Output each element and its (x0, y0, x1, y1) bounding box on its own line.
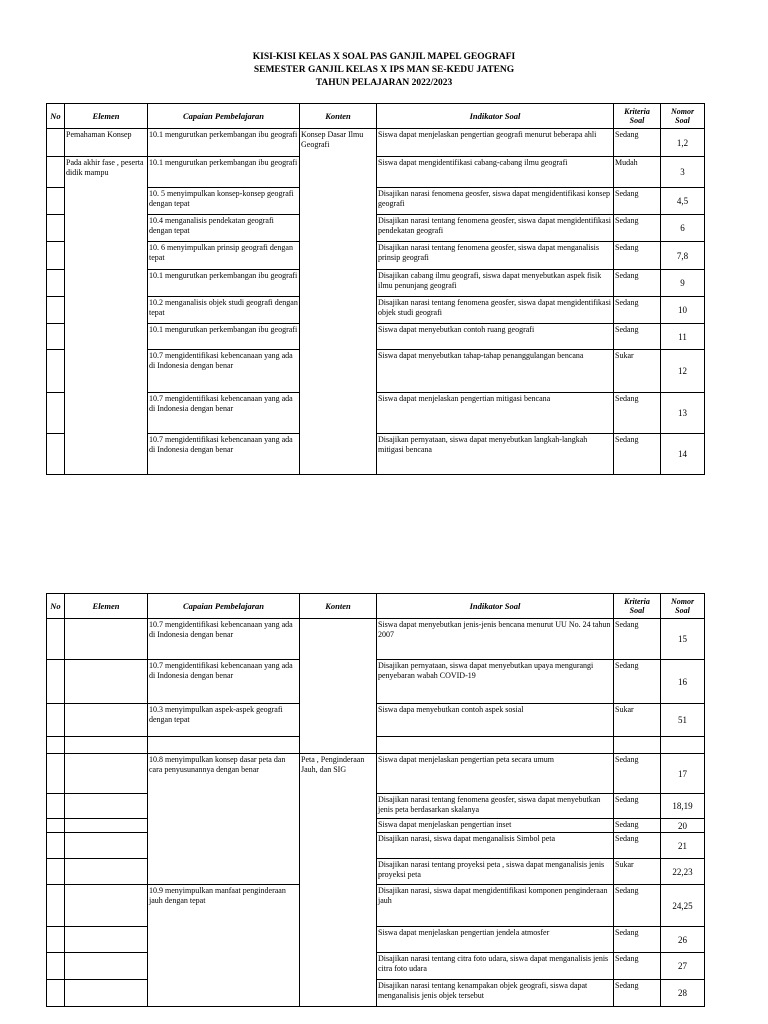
kriteria-cell: Sedang (614, 754, 661, 794)
kriteria-cell: Sedang (614, 270, 661, 297)
table-header-row (47, 594, 705, 619)
nomor-cell: 11 (661, 324, 705, 350)
kriteria-cell: Sedang (614, 324, 661, 350)
indikator-cell: Siswa dapa menyebutkan contoh aspek sosial (377, 704, 614, 737)
document-title: KISI-KISI KELAS X SOAL PAS GANJIL MAPEL GEOGRAFI (252, 52, 516, 62)
nomor-cell: 1,2 (661, 129, 705, 157)
header-nomor: Nomor Soal (661, 594, 705, 619)
nomor-cell: 18,19 (661, 794, 705, 819)
nomor-cell: 4,5 (661, 188, 705, 215)
indikator-cell: Disajikan narasi tentang proyeksi peta , siswa dapat menganalisis jenis proyeksi peta (377, 859, 614, 885)
indikator-cell: Disajikan narasi fenomena geosfer, siswa dapat mengidentifikasi konsep geografi (377, 188, 614, 215)
indikator-cell: Disajikan narasi tentang fenomena geosfer, siswa dapat menganalisis prinsip geografi (377, 242, 614, 270)
kriteria-cell: Sedang (614, 833, 661, 859)
header-elemen: Elemen (65, 594, 148, 619)
capaian-cell: 10.9 menyimpulkan manfaat penginderaan jauh dengan tepat (148, 885, 300, 1007)
kisi-kisi-table-2 (46, 593, 705, 1007)
indikator-cell: Disajikan cabang ilmu geografi, siswa dapat menyebutkan aspek fisik ilmu penunjang geografi (377, 270, 614, 297)
indikator-cell: Disajikan narasi tentang fenomena geosfer, siswa dapat mengidentifikasi pendekatan geografi (377, 215, 614, 242)
indikator-cell: Disajikan narasi tentang kenampakan objek geografi, siswa dapat menganalisis jenis objek tersebut (377, 980, 614, 1007)
kriteria-cell: Sedang (614, 819, 661, 833)
indikator-cell: Disajikan narasi, siswa dapat menganalisis Simbol peta (377, 833, 614, 859)
capaian-cell: 10.1 mengurutkan perkembangan ibu geografi (148, 157, 300, 188)
capaian-cell: 10. 6 menyimpulkan prinsip geografi dengan tepat (148, 242, 300, 270)
header-konten: Konten (300, 104, 377, 129)
header-nomor: Nomor Soal (661, 104, 705, 129)
nomor-cell: 10 (661, 297, 705, 324)
kriteria-cell: Sedang (614, 215, 661, 242)
konten-cell: Konsep Dasar Ilmu Geografi (300, 129, 377, 475)
capaian-cell: 10.2 menganalisis objek studi geografi dengan tepat (148, 297, 300, 324)
kriteria-cell: Sedang (614, 393, 661, 434)
table-row (47, 129, 705, 157)
capaian-cell: 10.7 mengidentifikasi kebencanaan yang ada di Indonesia dengan benar (148, 350, 300, 393)
nomor-cell: 7,8 (661, 242, 705, 270)
kriteria-cell: Sedang (614, 129, 661, 157)
nomor-cell: 12 (661, 350, 705, 393)
nomor-cell: 3 (661, 157, 705, 188)
kriteria-cell: Sedang (614, 242, 661, 270)
nomor-cell: 17 (661, 754, 705, 794)
nomor-cell: 26 (661, 927, 705, 953)
nomor-cell: 9 (661, 270, 705, 297)
capaian-cell: 10.1 mengurutkan perkembangan ibu geografi (148, 129, 300, 157)
header-kriteria: Kriteria Soal (614, 594, 661, 619)
kriteria-cell: Sedang (614, 794, 661, 819)
capaian-cell: 10.7 mengidentifikasi kebencanaan yang ada di Indonesia dengan benar (148, 393, 300, 434)
capaian-cell: 10.8 menyimpulkan konsep dasar peta dan cara penyusunannya dengan benar (148, 754, 300, 885)
header-elemen: Elemen (65, 104, 148, 129)
indikator-cell: Siswa dapat menyebutkan tahap-tahap penanggulangan bencana (377, 350, 614, 393)
kriteria-cell: Sukar (614, 704, 661, 737)
table-row (47, 754, 705, 794)
nomor-cell: 6 (661, 215, 705, 242)
header-no: No (47, 594, 65, 619)
konten-cell: Peta , Penginderaan Jauh, dan SIG (300, 754, 377, 1007)
document-subtitle: SEMESTER GANJIL KELAS X IPS MAN SE-KEDU JATENG (253, 65, 515, 75)
nomor-cell: 21 (661, 833, 705, 859)
header-capaian: Capaian Pembelajaran (148, 104, 300, 129)
nomor-cell: 14 (661, 434, 705, 475)
indikator-cell: Disajikan narasi tentang fenomena geosfer, siswa dapat menyebutkan jenis peta berdasarkan skalanya (377, 794, 614, 819)
kriteria-cell: Sedang (614, 660, 661, 704)
header-indikator: Indikator Soal (377, 594, 614, 619)
kriteria-cell: Sedang (614, 297, 661, 324)
table-header-row (47, 104, 705, 129)
kriteria-cell: Sedang (614, 188, 661, 215)
header-konten: Konten (300, 594, 377, 619)
capaian-cell: 10. 5 menyimpulkan konsep-konsep geografi dengan tepat (148, 188, 300, 215)
nomor-cell: 51 (661, 704, 705, 737)
nomor-cell: 28 (661, 980, 705, 1007)
elemen-cell: Pemahaman Konsep (65, 129, 148, 157)
indikator-cell: Disajikan narasi tentang fenomena geosfer, siswa dapat mengidentifikasi objek studi geografi (377, 297, 614, 324)
indikator-cell: Siswa dapat menyebutkan contoh ruang geografi (377, 324, 614, 350)
indikator-cell: Siswa dapat menjelaskan pengertian inset (377, 819, 614, 833)
kriteria-cell: Sedang (614, 980, 661, 1007)
capaian-cell: 10.1 mengurutkan perkembangan ibu geografi (148, 324, 300, 350)
nomor-cell: 20 (661, 819, 705, 833)
kriteria-cell: Sedang (614, 885, 661, 927)
indikator-cell: Disajikan narasi, siswa dapat mengidentifikasi komponen penginderaan jauh (377, 885, 614, 927)
document-year: TAHUN PELAJARAN 2022/2023 (315, 78, 453, 88)
capaian-cell: 10.4 menganalisis pendekatan geografi dengan tepat (148, 215, 300, 242)
elemen-cell: Pada akhir fase , peserta didik mampu (65, 157, 148, 475)
capaian-cell: 10.7 mengidentifikasi kebencanaan yang ada di Indonesia dengan benar (148, 660, 300, 704)
capaian-cell: 10.1 mengurutkan perkembangan ibu geografi (148, 270, 300, 297)
kriteria-cell: Sedang (614, 434, 661, 475)
indikator-cell: Siswa dapat mengidentifikasi cabang-cabang ilmu geografi (377, 157, 614, 188)
nomor-cell: 24,25 (661, 885, 705, 927)
header-kriteria: Kriteria Soal (614, 104, 661, 129)
indikator-cell: Siswa dapat menjelaskan pengertian jendela atmosfer (377, 927, 614, 953)
kriteria-cell: Mudah (614, 157, 661, 188)
header-no: No (47, 104, 65, 129)
indikator-cell: Siswa dapat menjelaskan pengertian peta secara umum (377, 754, 614, 794)
indikator-cell: Disajikan pernyataan, siswa dapat menyebutkan langkah-langkah mitigasi bencana (377, 434, 614, 475)
indikator-cell: Siswa dapat menyebutkan jenis-jenis bencana menurut UU No. 24 tahun 2007 (377, 619, 614, 660)
nomor-cell: 13 (661, 393, 705, 434)
kriteria-cell: Sedang (614, 927, 661, 953)
kriteria-cell: Sukar (614, 350, 661, 393)
indikator-cell: Siswa dapat menjelaskan pengertian geografi menurut beberapa ahli (377, 129, 614, 157)
header-indikator: Indikator Soal (377, 104, 614, 129)
kisi-kisi-table-1 (46, 103, 705, 475)
indikator-cell: Disajikan narasi tentang citra foto udara, siswa dapat menganalisis jenis citra foto udara (377, 953, 614, 980)
capaian-cell: 10.7 mengidentifikasi kebencanaan yang ada di Indonesia dengan benar (148, 434, 300, 475)
header-capaian: Capaian Pembelajaran (148, 594, 300, 619)
nomor-cell: 16 (661, 660, 705, 704)
capaian-cell: 10.3 menyimpulkan aspek-aspek geografi dengan tepat (148, 704, 300, 737)
nomor-cell: 15 (661, 619, 705, 660)
indikator-cell: Siswa dapat menjelaskan pengertian mitigasi bencana (377, 393, 614, 434)
kriteria-cell: Sedang (614, 953, 661, 980)
nomor-cell: 27 (661, 953, 705, 980)
nomor-cell: 22,23 (661, 859, 705, 885)
kriteria-cell: Sedang (614, 619, 661, 660)
kriteria-cell: Sukar (614, 859, 661, 885)
capaian-cell: 10.7 mengidentifikasi kebencanaan yang ada di Indonesia dengan benar (148, 619, 300, 660)
table-row (47, 619, 705, 660)
indikator-cell: Disajikan pernyataan, siswa dapat menyebutkan upaya mengurangi penyebaran wabah COVID-19 (377, 660, 614, 704)
